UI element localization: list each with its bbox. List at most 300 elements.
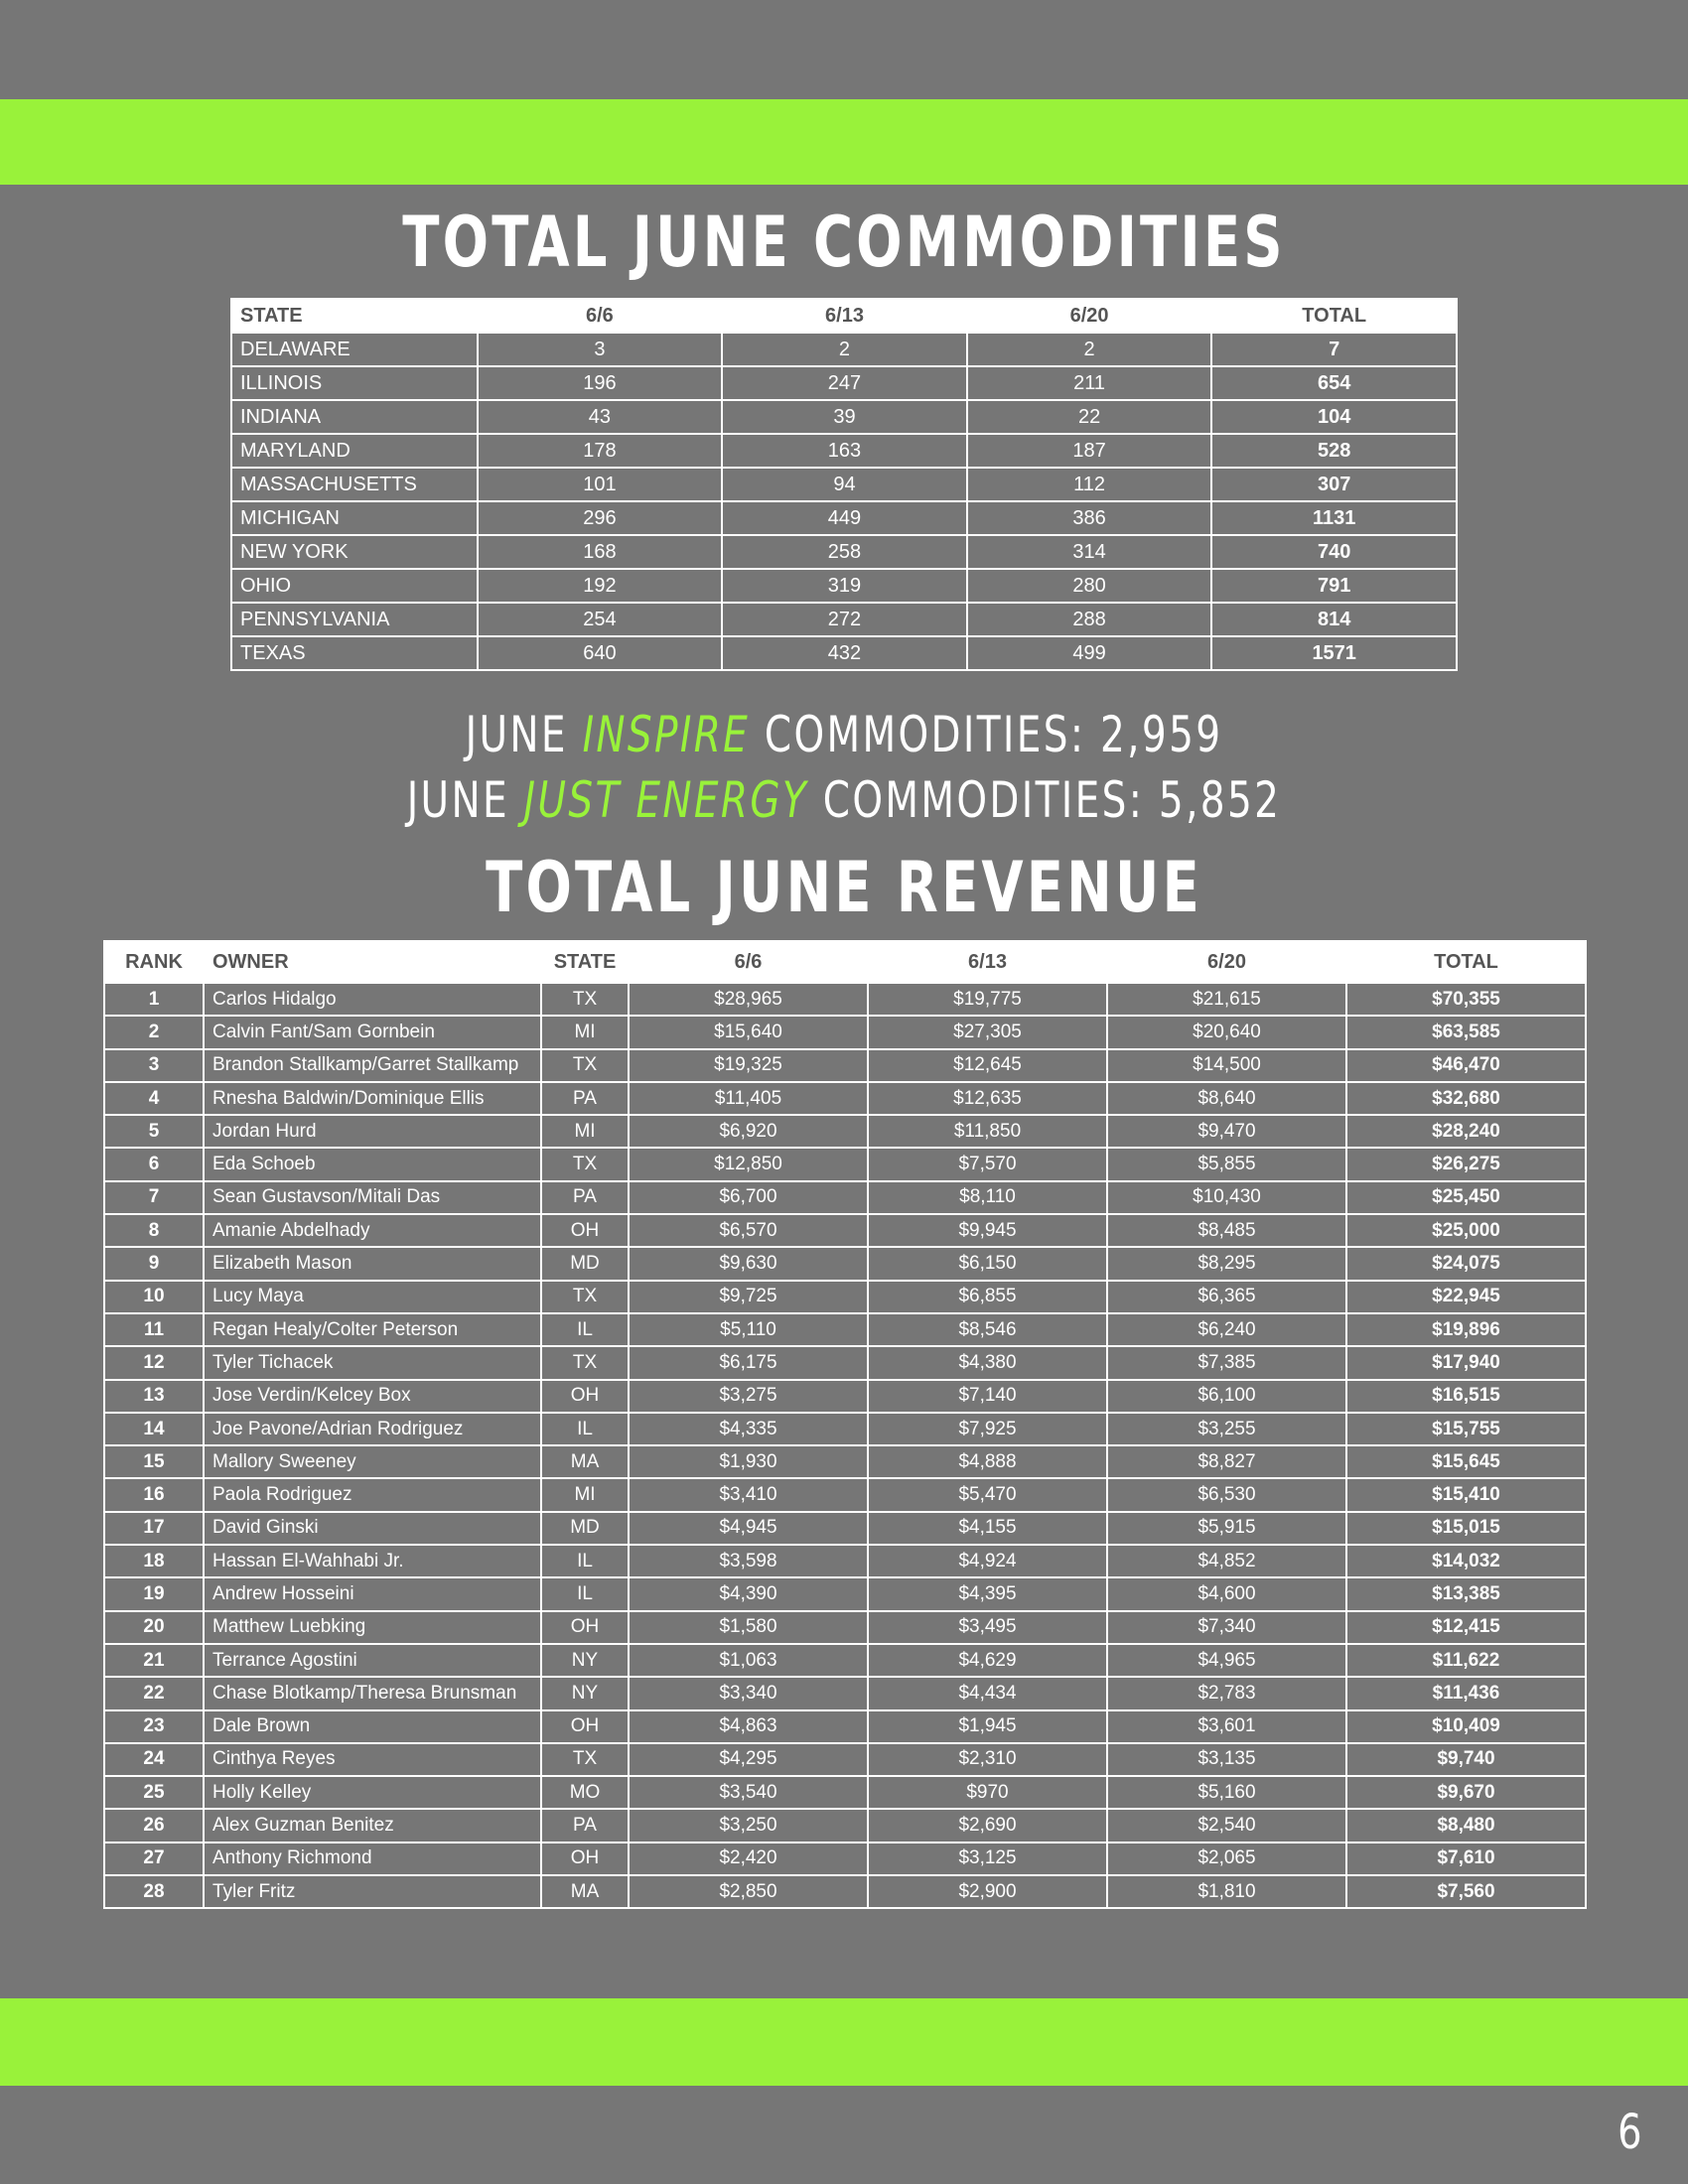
table-cell: $4,380 — [868, 1346, 1107, 1379]
table-cell: $15,410 — [1346, 1478, 1586, 1511]
table-cell: Holly Kelley — [204, 1776, 541, 1809]
table-cell: $3,340 — [629, 1677, 868, 1709]
table-cell: MI — [541, 1016, 629, 1048]
table-row — [231, 569, 1457, 603]
table-cell: $8,110 — [868, 1181, 1107, 1214]
inspire-commodities-summary — [186, 705, 1502, 764]
table-cell: Brandon Stallkamp/Garret Stallkamp — [204, 1049, 541, 1082]
table-cell: $25,000 — [1346, 1214, 1586, 1247]
revenue-column-header: OWNER — [204, 941, 541, 983]
table-cell: $6,570 — [629, 1214, 868, 1247]
table-cell: OHIO — [231, 569, 478, 603]
summary-prefix: JUNE — [465, 706, 583, 763]
table-cell: NEW YORK — [231, 535, 478, 569]
table-cell: $3,255 — [1107, 1413, 1346, 1445]
table-cell: $11,436 — [1346, 1677, 1586, 1709]
just-energy-commodities-summary — [186, 770, 1502, 830]
table-cell: $2,540 — [1107, 1809, 1346, 1842]
table-cell: $5,160 — [1107, 1776, 1346, 1809]
commodities-column-header: TOTAL — [1211, 299, 1457, 333]
table-row — [104, 1049, 1586, 1082]
table-cell: 6 — [104, 1148, 204, 1180]
table-cell: 528 — [1211, 434, 1457, 468]
summary-suffix: COMMODITIES: 5,852 — [808, 771, 1282, 829]
commodities-column-header: 6/13 — [722, 299, 967, 333]
bottom-accent-band — [0, 1998, 1688, 2086]
table-cell: $3,540 — [629, 1776, 868, 1809]
table-cell: 296 — [478, 501, 723, 535]
table-cell: $2,783 — [1107, 1677, 1346, 1709]
table-cell: $10,430 — [1107, 1181, 1346, 1214]
revenue-column-header: 6/20 — [1107, 941, 1346, 983]
table-cell: $7,925 — [868, 1413, 1107, 1445]
table-cell: 319 — [722, 569, 967, 603]
table-cell: $1,580 — [629, 1611, 868, 1644]
table-row — [231, 468, 1457, 501]
table-row — [104, 1843, 1586, 1875]
table-cell: 449 — [722, 501, 967, 535]
commodities-column-header: STATE — [231, 299, 478, 333]
table-cell: $11,405 — [629, 1082, 868, 1115]
table-cell: 499 — [967, 636, 1212, 670]
table-row — [104, 1148, 1586, 1180]
table-cell: $22,945 — [1346, 1281, 1586, 1313]
table-cell: $12,850 — [629, 1148, 868, 1180]
table-cell: 288 — [967, 603, 1212, 636]
table-cell: 2 — [722, 333, 967, 366]
revenue-column-header: STATE — [541, 941, 629, 983]
table-cell: 15 — [104, 1445, 204, 1478]
table-cell: $27,305 — [868, 1016, 1107, 1048]
table-cell: 5 — [104, 1115, 204, 1148]
table-cell: 168 — [478, 535, 723, 569]
table-cell: 8 — [104, 1214, 204, 1247]
table-cell: 1 — [104, 983, 204, 1016]
table-cell: $24,075 — [1346, 1247, 1586, 1280]
table-cell: $15,015 — [1346, 1512, 1586, 1545]
table-cell: 1131 — [1211, 501, 1457, 535]
table-cell: $3,275 — [629, 1380, 868, 1413]
table-cell: $32,680 — [1346, 1082, 1586, 1115]
table-cell: $15,645 — [1346, 1445, 1586, 1478]
table-cell: $2,065 — [1107, 1843, 1346, 1875]
table-cell: 94 — [722, 468, 967, 501]
table-cell: $6,700 — [629, 1181, 868, 1214]
revenue-column-header: 6/13 — [868, 941, 1107, 983]
table-cell: OH — [541, 1611, 629, 1644]
table-cell: Terrance Agostini — [204, 1644, 541, 1677]
table-cell: $4,295 — [629, 1743, 868, 1776]
table-cell: TX — [541, 1148, 629, 1180]
table-cell: Eda Schoeb — [204, 1148, 541, 1180]
table-cell: $7,340 — [1107, 1611, 1346, 1644]
table-cell: $3,250 — [629, 1809, 868, 1842]
table-cell: $7,610 — [1346, 1843, 1586, 1875]
table-row — [231, 434, 1457, 468]
table-cell: OH — [541, 1214, 629, 1247]
summary-prefix: JUNE — [406, 771, 524, 829]
table-cell: $3,598 — [629, 1545, 868, 1577]
table-cell: $11,622 — [1346, 1644, 1586, 1677]
table-cell: $6,920 — [629, 1115, 868, 1148]
summary-suffix: COMMODITIES: 2,959 — [750, 706, 1223, 763]
table-cell: 112 — [967, 468, 1212, 501]
table-cell: 28 — [104, 1875, 204, 1908]
table-row — [104, 1115, 1586, 1148]
table-cell: $12,415 — [1346, 1611, 1586, 1644]
table-cell: $28,240 — [1346, 1115, 1586, 1148]
table-cell: 101 — [478, 468, 723, 501]
table-cell: $19,325 — [629, 1049, 868, 1082]
table-row — [104, 1545, 1586, 1577]
table-cell: 1571 — [1211, 636, 1457, 670]
revenue-column-header: 6/6 — [629, 941, 868, 983]
table-cell: $9,945 — [868, 1214, 1107, 1247]
table-cell: 20 — [104, 1611, 204, 1644]
table-cell: TX — [541, 1281, 629, 1313]
table-row — [231, 603, 1457, 636]
table-cell: 814 — [1211, 603, 1457, 636]
table-cell: Carlos Hidalgo — [204, 983, 541, 1016]
table-row — [231, 400, 1457, 434]
table-cell: Chase Blotkamp/Theresa Brunsman — [204, 1677, 541, 1709]
commodities-table — [230, 298, 1458, 671]
table-cell: TX — [541, 983, 629, 1016]
table-cell: $15,640 — [629, 1016, 868, 1048]
inspire-highlight: INSPIRE — [582, 706, 751, 763]
table-cell: 25 — [104, 1776, 204, 1809]
table-row — [231, 535, 1457, 569]
table-row — [104, 1512, 1586, 1545]
table-cell: $4,390 — [629, 1577, 868, 1610]
table-cell: $46,470 — [1346, 1049, 1586, 1082]
table-cell: 24 — [104, 1743, 204, 1776]
table-cell: 21 — [104, 1644, 204, 1677]
table-cell: MI — [541, 1478, 629, 1511]
revenue-column-header: TOTAL — [1346, 941, 1586, 983]
table-cell: OH — [541, 1843, 629, 1875]
table-cell: $4,395 — [868, 1577, 1107, 1610]
table-row — [104, 1016, 1586, 1048]
table-cell: $12,635 — [868, 1082, 1107, 1115]
table-cell: MI — [541, 1115, 629, 1148]
table-cell: 258 — [722, 535, 967, 569]
table-cell: 187 — [967, 434, 1212, 468]
table-cell: 17 — [104, 1512, 204, 1545]
table-cell: $3,601 — [1107, 1710, 1346, 1743]
table-cell: David Ginski — [204, 1512, 541, 1545]
table-cell: $6,150 — [868, 1247, 1107, 1280]
table-row — [104, 1776, 1586, 1809]
table-cell: $13,385 — [1346, 1577, 1586, 1610]
table-cell: PA — [541, 1082, 629, 1115]
table-cell: 196 — [478, 366, 723, 400]
table-cell: Cinthya Reyes — [204, 1743, 541, 1776]
table-cell: $21,615 — [1107, 983, 1346, 1016]
table-cell: $9,670 — [1346, 1776, 1586, 1809]
table-cell: 2 — [967, 333, 1212, 366]
table-row — [104, 1577, 1586, 1610]
table-cell: Tyler Fritz — [204, 1875, 541, 1908]
commodities-table-header — [231, 299, 1457, 333]
table-cell: $970 — [868, 1776, 1107, 1809]
table-cell: $4,863 — [629, 1710, 868, 1743]
table-cell: $8,640 — [1107, 1082, 1346, 1115]
table-cell: $20,640 — [1107, 1016, 1346, 1048]
table-row — [104, 1478, 1586, 1511]
table-cell: TX — [541, 1743, 629, 1776]
table-cell: 11 — [104, 1313, 204, 1346]
table-cell: Paola Rodriguez — [204, 1478, 541, 1511]
table-cell: 192 — [478, 569, 723, 603]
table-cell: OH — [541, 1380, 629, 1413]
table-cell: 3 — [104, 1049, 204, 1082]
table-row — [104, 1413, 1586, 1445]
table-cell: 211 — [967, 366, 1212, 400]
table-cell: $4,888 — [868, 1445, 1107, 1478]
table-cell: $7,560 — [1346, 1875, 1586, 1908]
table-cell: Matthew Luebking — [204, 1611, 541, 1644]
table-cell: Jose Verdin/Kelcey Box — [204, 1380, 541, 1413]
table-cell: IL — [541, 1577, 629, 1610]
table-cell: MD — [541, 1512, 629, 1545]
table-cell: $5,855 — [1107, 1148, 1346, 1180]
table-cell: $6,530 — [1107, 1478, 1346, 1511]
table-cell: MA — [541, 1875, 629, 1908]
table-cell: $15,755 — [1346, 1413, 1586, 1445]
table-cell: $9,630 — [629, 1247, 868, 1280]
table-cell: $4,945 — [629, 1512, 868, 1545]
commodities-column-header: 6/20 — [967, 299, 1212, 333]
table-cell: NY — [541, 1677, 629, 1709]
table-cell: $2,900 — [868, 1875, 1107, 1908]
table-cell: $8,827 — [1107, 1445, 1346, 1478]
table-cell: 386 — [967, 501, 1212, 535]
table-row — [104, 1611, 1586, 1644]
table-cell: Amanie Abdelhady — [204, 1214, 541, 1247]
table-cell: $1,945 — [868, 1710, 1107, 1743]
table-cell: 26 — [104, 1809, 204, 1842]
table-cell: $6,175 — [629, 1346, 868, 1379]
table-cell: NY — [541, 1644, 629, 1677]
table-row — [104, 1445, 1586, 1478]
table-row — [231, 636, 1457, 670]
table-cell: 640 — [478, 636, 723, 670]
table-cell: $4,965 — [1107, 1644, 1346, 1677]
table-row — [104, 1181, 1586, 1214]
table-cell: $5,110 — [629, 1313, 868, 1346]
table-row — [104, 1710, 1586, 1743]
table-row — [104, 1346, 1586, 1379]
table-cell: 13 — [104, 1380, 204, 1413]
table-cell: $8,485 — [1107, 1214, 1346, 1247]
table-cell: 740 — [1211, 535, 1457, 569]
table-cell: PA — [541, 1181, 629, 1214]
table-cell: 7 — [1211, 333, 1457, 366]
table-cell: $8,295 — [1107, 1247, 1346, 1280]
revenue-title: TOTAL JUNE REVENUE — [486, 847, 1202, 928]
table-cell: 14 — [104, 1413, 204, 1445]
revenue-table-header — [104, 941, 1586, 983]
table-row — [104, 1644, 1586, 1677]
table-cell: 314 — [967, 535, 1212, 569]
table-cell: PENNSYLVANIA — [231, 603, 478, 636]
table-cell: Alex Guzman Benitez — [204, 1809, 541, 1842]
table-cell: 432 — [722, 636, 967, 670]
table-cell: $7,140 — [868, 1380, 1107, 1413]
table-cell: Tyler Tichacek — [204, 1346, 541, 1379]
table-cell: $4,629 — [868, 1644, 1107, 1677]
table-cell: 178 — [478, 434, 723, 468]
table-cell: PA — [541, 1809, 629, 1842]
revenue-table-body — [104, 983, 1586, 1908]
table-cell: IL — [541, 1313, 629, 1346]
table-cell: $19,896 — [1346, 1313, 1586, 1346]
table-cell: $10,409 — [1346, 1710, 1586, 1743]
table-row — [104, 983, 1586, 1016]
table-cell: $2,420 — [629, 1843, 868, 1875]
table-cell: $6,855 — [868, 1281, 1107, 1313]
table-cell: $1,930 — [629, 1445, 868, 1478]
table-cell: 307 — [1211, 468, 1457, 501]
table-cell: $3,410 — [629, 1478, 868, 1511]
table-cell: Joe Pavone/Adrian Rodriguez — [204, 1413, 541, 1445]
table-cell: $5,915 — [1107, 1512, 1346, 1545]
table-cell: 2 — [104, 1016, 204, 1048]
table-cell: $3,495 — [868, 1611, 1107, 1644]
revenue-column-header: RANK — [104, 941, 204, 983]
table-cell: 27 — [104, 1843, 204, 1875]
table-cell: TX — [541, 1049, 629, 1082]
table-cell: 22 — [967, 400, 1212, 434]
revenue-table — [103, 940, 1587, 1909]
table-cell: 272 — [722, 603, 967, 636]
table-cell: MD — [541, 1247, 629, 1280]
table-row — [104, 1281, 1586, 1313]
table-cell: $6,365 — [1107, 1281, 1346, 1313]
table-row — [104, 1677, 1586, 1709]
table-cell: MASSACHUSETTS — [231, 468, 478, 501]
table-row — [104, 1247, 1586, 1280]
table-cell: 163 — [722, 434, 967, 468]
table-cell: $1,810 — [1107, 1875, 1346, 1908]
table-cell: $4,852 — [1107, 1545, 1346, 1577]
table-row — [104, 1214, 1586, 1247]
table-cell: TEXAS — [231, 636, 478, 670]
table-cell: $1,063 — [629, 1644, 868, 1677]
table-cell: $8,546 — [868, 1313, 1107, 1346]
table-cell: Dale Brown — [204, 1710, 541, 1743]
commodities-table-body — [231, 333, 1457, 670]
commodities-header-row — [231, 299, 1457, 333]
table-row — [231, 501, 1457, 535]
table-cell: $4,434 — [868, 1677, 1107, 1709]
table-row — [104, 1809, 1586, 1842]
table-cell: $19,775 — [868, 983, 1107, 1016]
table-cell: $2,310 — [868, 1743, 1107, 1776]
table-cell: $6,240 — [1107, 1313, 1346, 1346]
table-cell: IL — [541, 1413, 629, 1445]
table-cell: DELAWARE — [231, 333, 478, 366]
table-cell: $4,600 — [1107, 1577, 1346, 1610]
table-cell: $25,450 — [1346, 1181, 1586, 1214]
table-row — [104, 1313, 1586, 1346]
page-number: 6 — [1618, 2105, 1642, 2160]
table-cell: $26,275 — [1346, 1148, 1586, 1180]
table-cell: 3 — [478, 333, 723, 366]
table-cell: TX — [541, 1346, 629, 1379]
table-cell: IL — [541, 1545, 629, 1577]
table-cell: $2,690 — [868, 1809, 1107, 1842]
table-cell: 43 — [478, 400, 723, 434]
table-cell: MARYLAND — [231, 434, 478, 468]
table-cell: $14,500 — [1107, 1049, 1346, 1082]
table-cell: Mallory Sweeney — [204, 1445, 541, 1478]
table-cell: $6,100 — [1107, 1380, 1346, 1413]
table-cell: 23 — [104, 1710, 204, 1743]
table-cell: $7,385 — [1107, 1346, 1346, 1379]
table-cell: $9,725 — [629, 1281, 868, 1313]
table-cell: $8,480 — [1346, 1809, 1586, 1842]
table-cell: 10 — [104, 1281, 204, 1313]
table-cell: $63,585 — [1346, 1016, 1586, 1048]
table-cell: 247 — [722, 366, 967, 400]
top-accent-band — [0, 99, 1688, 185]
table-cell: Regan Healy/Colter Peterson — [204, 1313, 541, 1346]
table-cell: 22 — [104, 1677, 204, 1709]
commodities-title: TOTAL JUNE COMMODITIES — [402, 202, 1286, 283]
table-cell: $16,515 — [1346, 1380, 1586, 1413]
table-cell: 18 — [104, 1545, 204, 1577]
table-cell: $4,924 — [868, 1545, 1107, 1577]
table-row — [104, 1875, 1586, 1908]
table-cell: 280 — [967, 569, 1212, 603]
table-cell: 16 — [104, 1478, 204, 1511]
table-cell: $14,032 — [1346, 1545, 1586, 1577]
table-row — [231, 333, 1457, 366]
table-cell: $3,125 — [868, 1843, 1107, 1875]
table-cell: $4,155 — [868, 1512, 1107, 1545]
table-cell: INDIANA — [231, 400, 478, 434]
revenue-header-row — [104, 941, 1586, 983]
table-cell: $2,850 — [629, 1875, 868, 1908]
table-cell: $7,570 — [868, 1148, 1107, 1180]
table-cell: Andrew Hosseini — [204, 1577, 541, 1610]
table-cell: 12 — [104, 1346, 204, 1379]
table-cell: $9,470 — [1107, 1115, 1346, 1148]
table-cell: Elizabeth Mason — [204, 1247, 541, 1280]
table-cell: Rnesha Baldwin/Dominique Ellis — [204, 1082, 541, 1115]
table-cell: $17,940 — [1346, 1346, 1586, 1379]
table-cell: $3,135 — [1107, 1743, 1346, 1776]
table-cell: Anthony Richmond — [204, 1843, 541, 1875]
table-cell: MO — [541, 1776, 629, 1809]
table-cell: 104 — [1211, 400, 1457, 434]
table-cell: 9 — [104, 1247, 204, 1280]
table-cell: Calvin Fant/Sam Gornbein — [204, 1016, 541, 1048]
table-cell: $70,355 — [1346, 983, 1586, 1016]
table-cell: Sean Gustavson/Mitali Das — [204, 1181, 541, 1214]
table-cell: 4 — [104, 1082, 204, 1115]
table-cell: 19 — [104, 1577, 204, 1610]
table-cell: $4,335 — [629, 1413, 868, 1445]
table-row — [104, 1380, 1586, 1413]
table-cell: $28,965 — [629, 983, 868, 1016]
table-cell: 254 — [478, 603, 723, 636]
table-cell: 7 — [104, 1181, 204, 1214]
table-cell: 654 — [1211, 366, 1457, 400]
table-cell: $12,645 — [868, 1049, 1107, 1082]
